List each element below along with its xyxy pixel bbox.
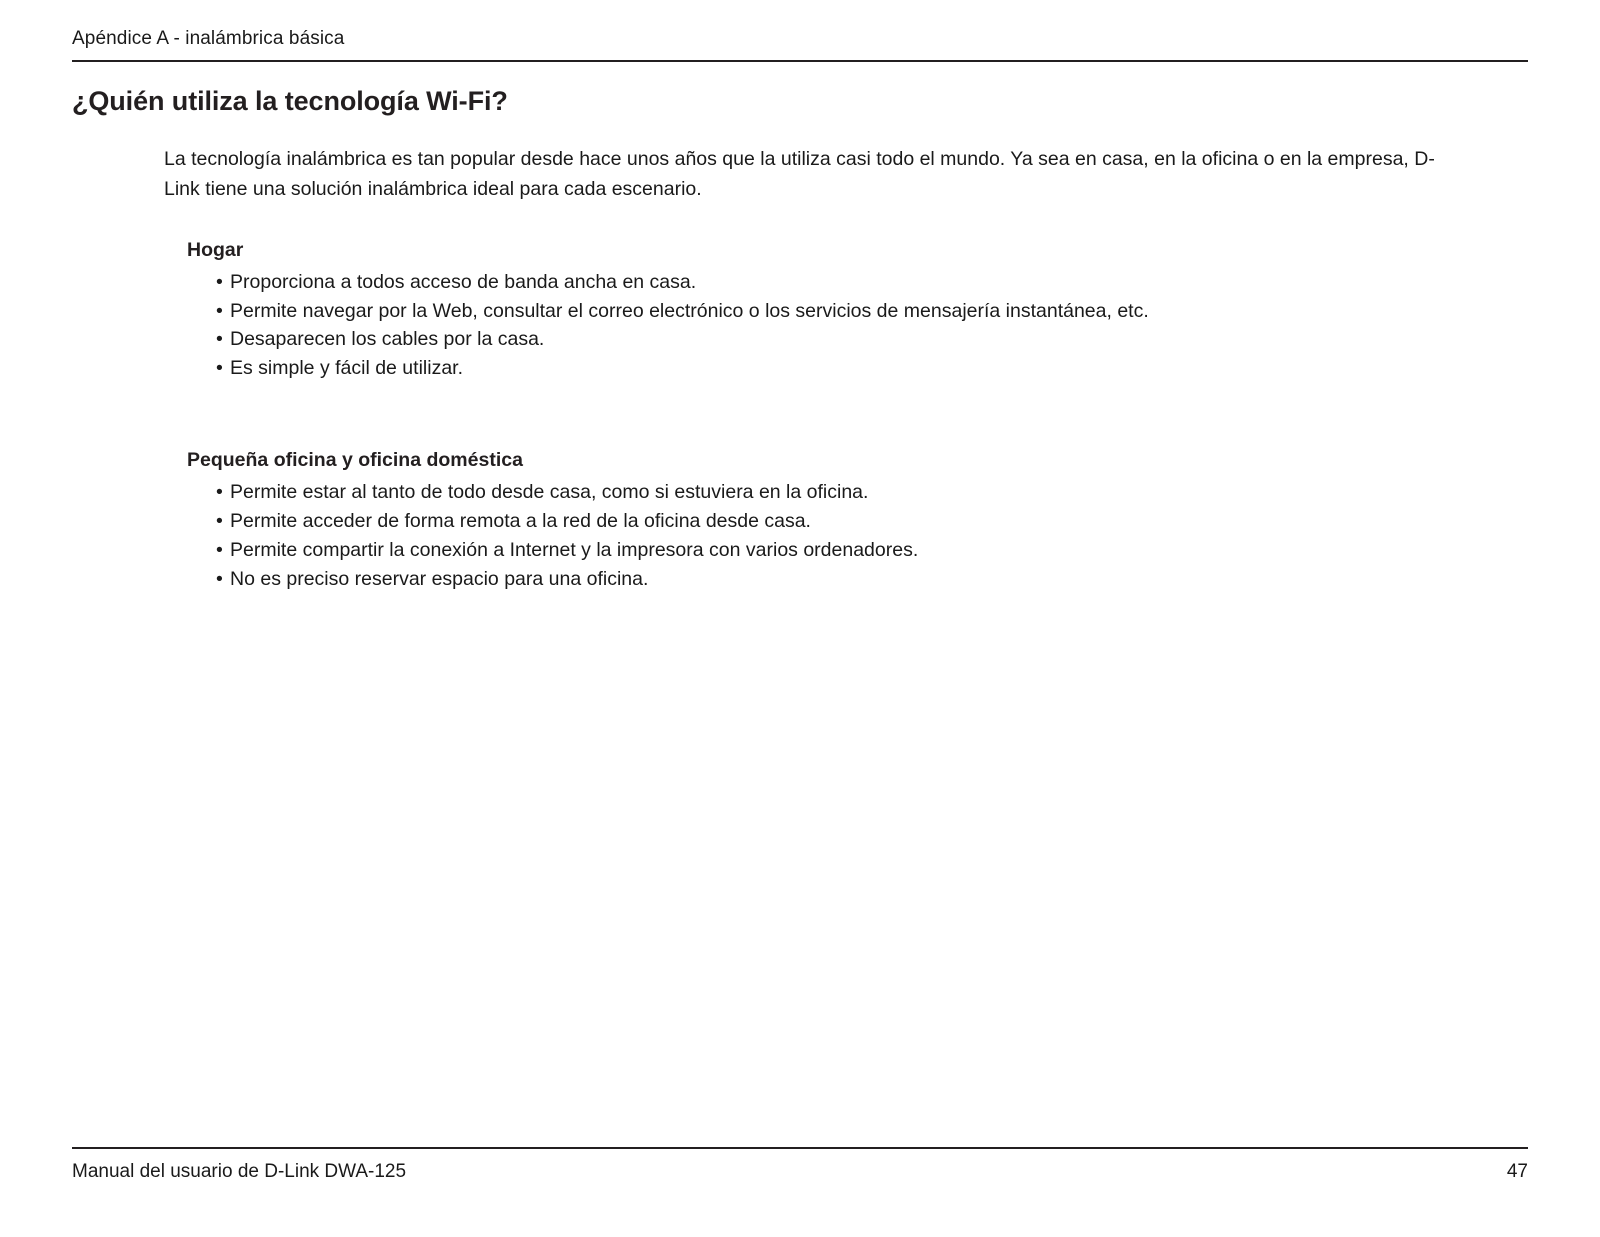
- bullet-marker-icon: •: [216, 357, 223, 380]
- page-header: [72, 0, 1528, 62]
- footer-page-number: 47: [1506, 1161, 1528, 1182]
- subsection-title: Hogar: [187, 238, 244, 261]
- list-item: [216, 536, 1528, 565]
- bullet-marker-icon: •: [216, 328, 223, 351]
- bullet-list-pequena-oficina: [187, 478, 1528, 593]
- list-item-text: Permite compartir la conexión a Internet y la impresora con varios ordenadores.: [230, 538, 919, 561]
- list-item-text: Proporciona a todos acceso de banda ancha en casa.: [230, 270, 697, 293]
- list-item: [216, 354, 1528, 383]
- intro-block: [164, 145, 1454, 205]
- list-item-text: Permite estar al tanto de todo desde casa, como si estuviera en la oficina.: [230, 481, 869, 504]
- bullet-marker-icon: •: [216, 538, 223, 561]
- page-title: ¿Quién utiliza la tecnología Wi-Fi?: [72, 86, 508, 116]
- subsection-pequena-oficina: [187, 449, 1528, 593]
- list-item-text: Es simple y fácil de utilizar.: [230, 357, 464, 380]
- bullet-marker-icon: •: [216, 299, 223, 322]
- list-item: [216, 478, 1528, 507]
- intro-paragraph: La tecnología inalámbrica es tan popular desde hace unos años que la utiliza casi todo el mundo. Ya sea en casa, en la oficina o en la empresa, D-Link tiene una solución inalámbrica ideal para cada escenario.: [164, 148, 1435, 200]
- footer-manual-title: Manual del usuario de D-Link DWA-125: [72, 1161, 407, 1182]
- list-item: [216, 565, 1528, 594]
- bullet-marker-icon: •: [216, 509, 223, 532]
- list-item-text: Permite acceder de forma remota a la red de la oficina desde casa.: [230, 509, 811, 532]
- running-head: Apéndice A - inalámbrica básica: [72, 28, 345, 49]
- list-item-text: No es preciso reservar espacio para una oficina.: [230, 567, 649, 590]
- subsection-title: Pequeña oficina y oficina doméstica: [187, 449, 523, 472]
- bullet-list-hogar: [187, 268, 1528, 383]
- list-item: [216, 507, 1528, 536]
- bullet-marker-icon: •: [216, 567, 223, 590]
- list-item: [216, 297, 1528, 326]
- page-content: [72, 62, 1528, 594]
- subsection-hogar: [187, 239, 1528, 383]
- bullet-marker-icon: •: [216, 481, 223, 504]
- list-item: [216, 325, 1528, 354]
- list-item-text: Desaparecen los cables por la casa.: [230, 328, 545, 351]
- list-item-text: Permite navegar por la Web, consultar el correo electrónico o los servicios de mensajería instantánea, etc.: [230, 299, 1149, 322]
- list-item: [216, 268, 1528, 297]
- page-footer: [72, 1147, 1528, 1183]
- bullet-marker-icon: •: [216, 270, 223, 293]
- footer-row: [72, 1161, 1528, 1183]
- footer-divider: [72, 1147, 1528, 1149]
